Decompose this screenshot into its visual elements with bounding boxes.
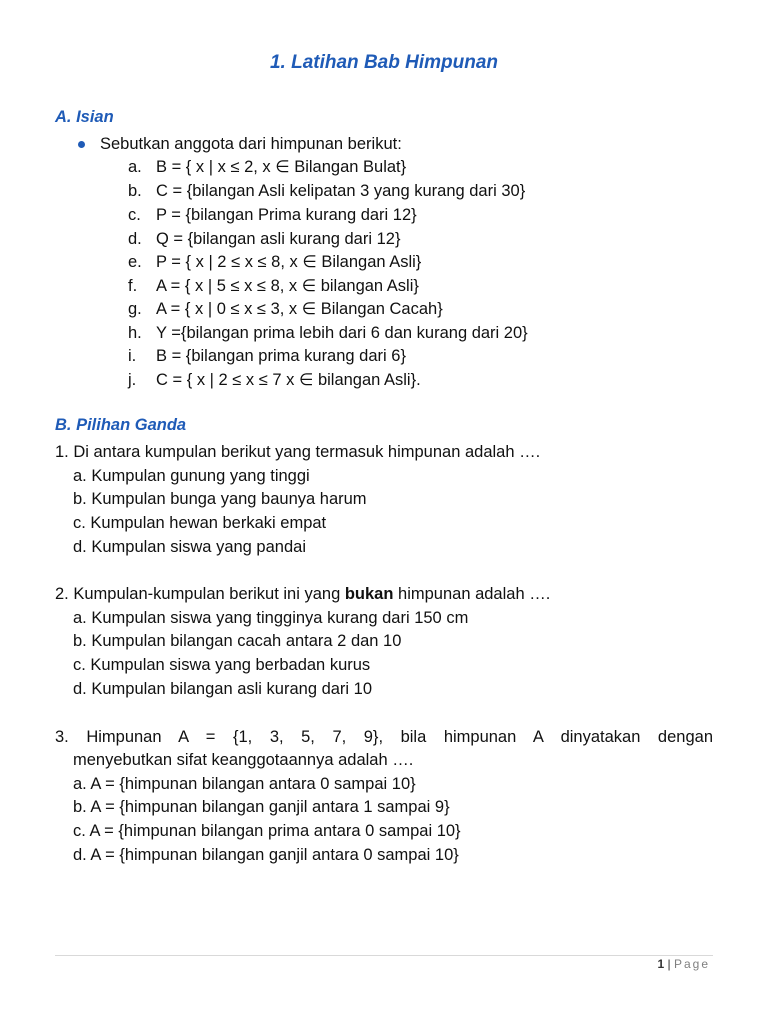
- emphasis-bukan: bukan: [344, 585, 394, 603]
- question-3-line-2: menyebutkan sifat keanggotaannya adalah ….: [73, 751, 414, 769]
- page-label: Page: [673, 957, 710, 971]
- question-1-option: c. Kumpulan hewan berkaki empat: [73, 514, 327, 532]
- isian-item: b. C = {bilangan Asli kelipatan 3 yang kurang dari 30}: [128, 182, 526, 200]
- section-b-heading: B. Pilihan Ganda: [55, 416, 187, 434]
- isian-item: d. Q = {bilangan asli kurang dari 12}: [128, 230, 401, 248]
- isian-item: h. Y ={bilangan prima lebih dari 6 dan kurang dari 20}: [128, 324, 528, 342]
- isian-item: c. P = {bilangan Prima kurang dari 12}: [128, 206, 417, 224]
- footer-divider: [55, 955, 713, 956]
- question-1: 1. Di antara kumpulan berikut yang termasuk himpunan adalah ….: [55, 443, 541, 461]
- bullet-icon: [78, 141, 85, 148]
- document-title: 1. Latihan Bab Himpunan: [269, 52, 499, 73]
- isian-item: f. A = { x | 5 ≤ x ≤ 8, x ∈ bilangan Asli}: [128, 277, 419, 295]
- question-1-option: a. Kumpulan gunung yang tinggi: [73, 467, 310, 485]
- question-2: 2. Kumpulan-kumpulan berikut ini yang bukan himpunan adalah ….: [55, 585, 551, 603]
- isian-item: j. C = { x | 2 ≤ x ≤ 7 x ∈ bilangan Asli}.: [128, 371, 421, 389]
- section-a-heading: A. Isian: [55, 108, 114, 126]
- page-number: 1: [657, 957, 665, 971]
- isian-item: i. B = {bilangan prima kurang dari 6}: [128, 347, 406, 365]
- page-footer: [657, 957, 710, 971]
- question-2-option: d. Kumpulan bilangan asli kurang dari 10: [73, 680, 373, 698]
- question-3-option: d. A = {himpunan bilangan ganjil antara 0 sampai 10}: [73, 846, 459, 864]
- question-2-option: a. Kumpulan siswa yang tingginya kurang dari 150 cm: [73, 609, 469, 627]
- question-1-option: b. Kumpulan bunga yang baunya harum: [73, 490, 367, 508]
- isian-item: a. B = { x | x ≤ 2, x ∈ Bilangan Bulat}: [128, 158, 407, 176]
- question-3-line-1: 3. Himpunan A = {1, 3, 5, 7, 9}, bila himpunan A dinyatakan dengan: [55, 728, 713, 746]
- question-1-option: d. Kumpulan siswa yang pandai: [73, 538, 306, 556]
- question-2-option: c. Kumpulan siswa yang berbadan kurus: [73, 656, 371, 674]
- isian-item: e. P = { x | 2 ≤ x ≤ 8, x ∈ Bilangan Asli}: [128, 253, 422, 271]
- section-a-instruction: Sebutkan anggota dari himpunan berikut:: [100, 135, 402, 153]
- question-3-option: c. A = {himpunan bilangan prima antara 0 sampai 10}: [73, 822, 461, 840]
- question-3-option: b. A = {himpunan bilangan ganjil antara 1 sampai 9}: [73, 798, 450, 816]
- footer-separator: |: [667, 957, 671, 971]
- question-3-option: a. A = {himpunan bilangan antara 0 sampai 10}: [73, 775, 416, 793]
- isian-item: g. A = { x | 0 ≤ x ≤ 3, x ∈ Bilangan Cacah}: [128, 300, 443, 318]
- question-2-option: b. Kumpulan bilangan cacah antara 2 dan 10: [73, 632, 402, 650]
